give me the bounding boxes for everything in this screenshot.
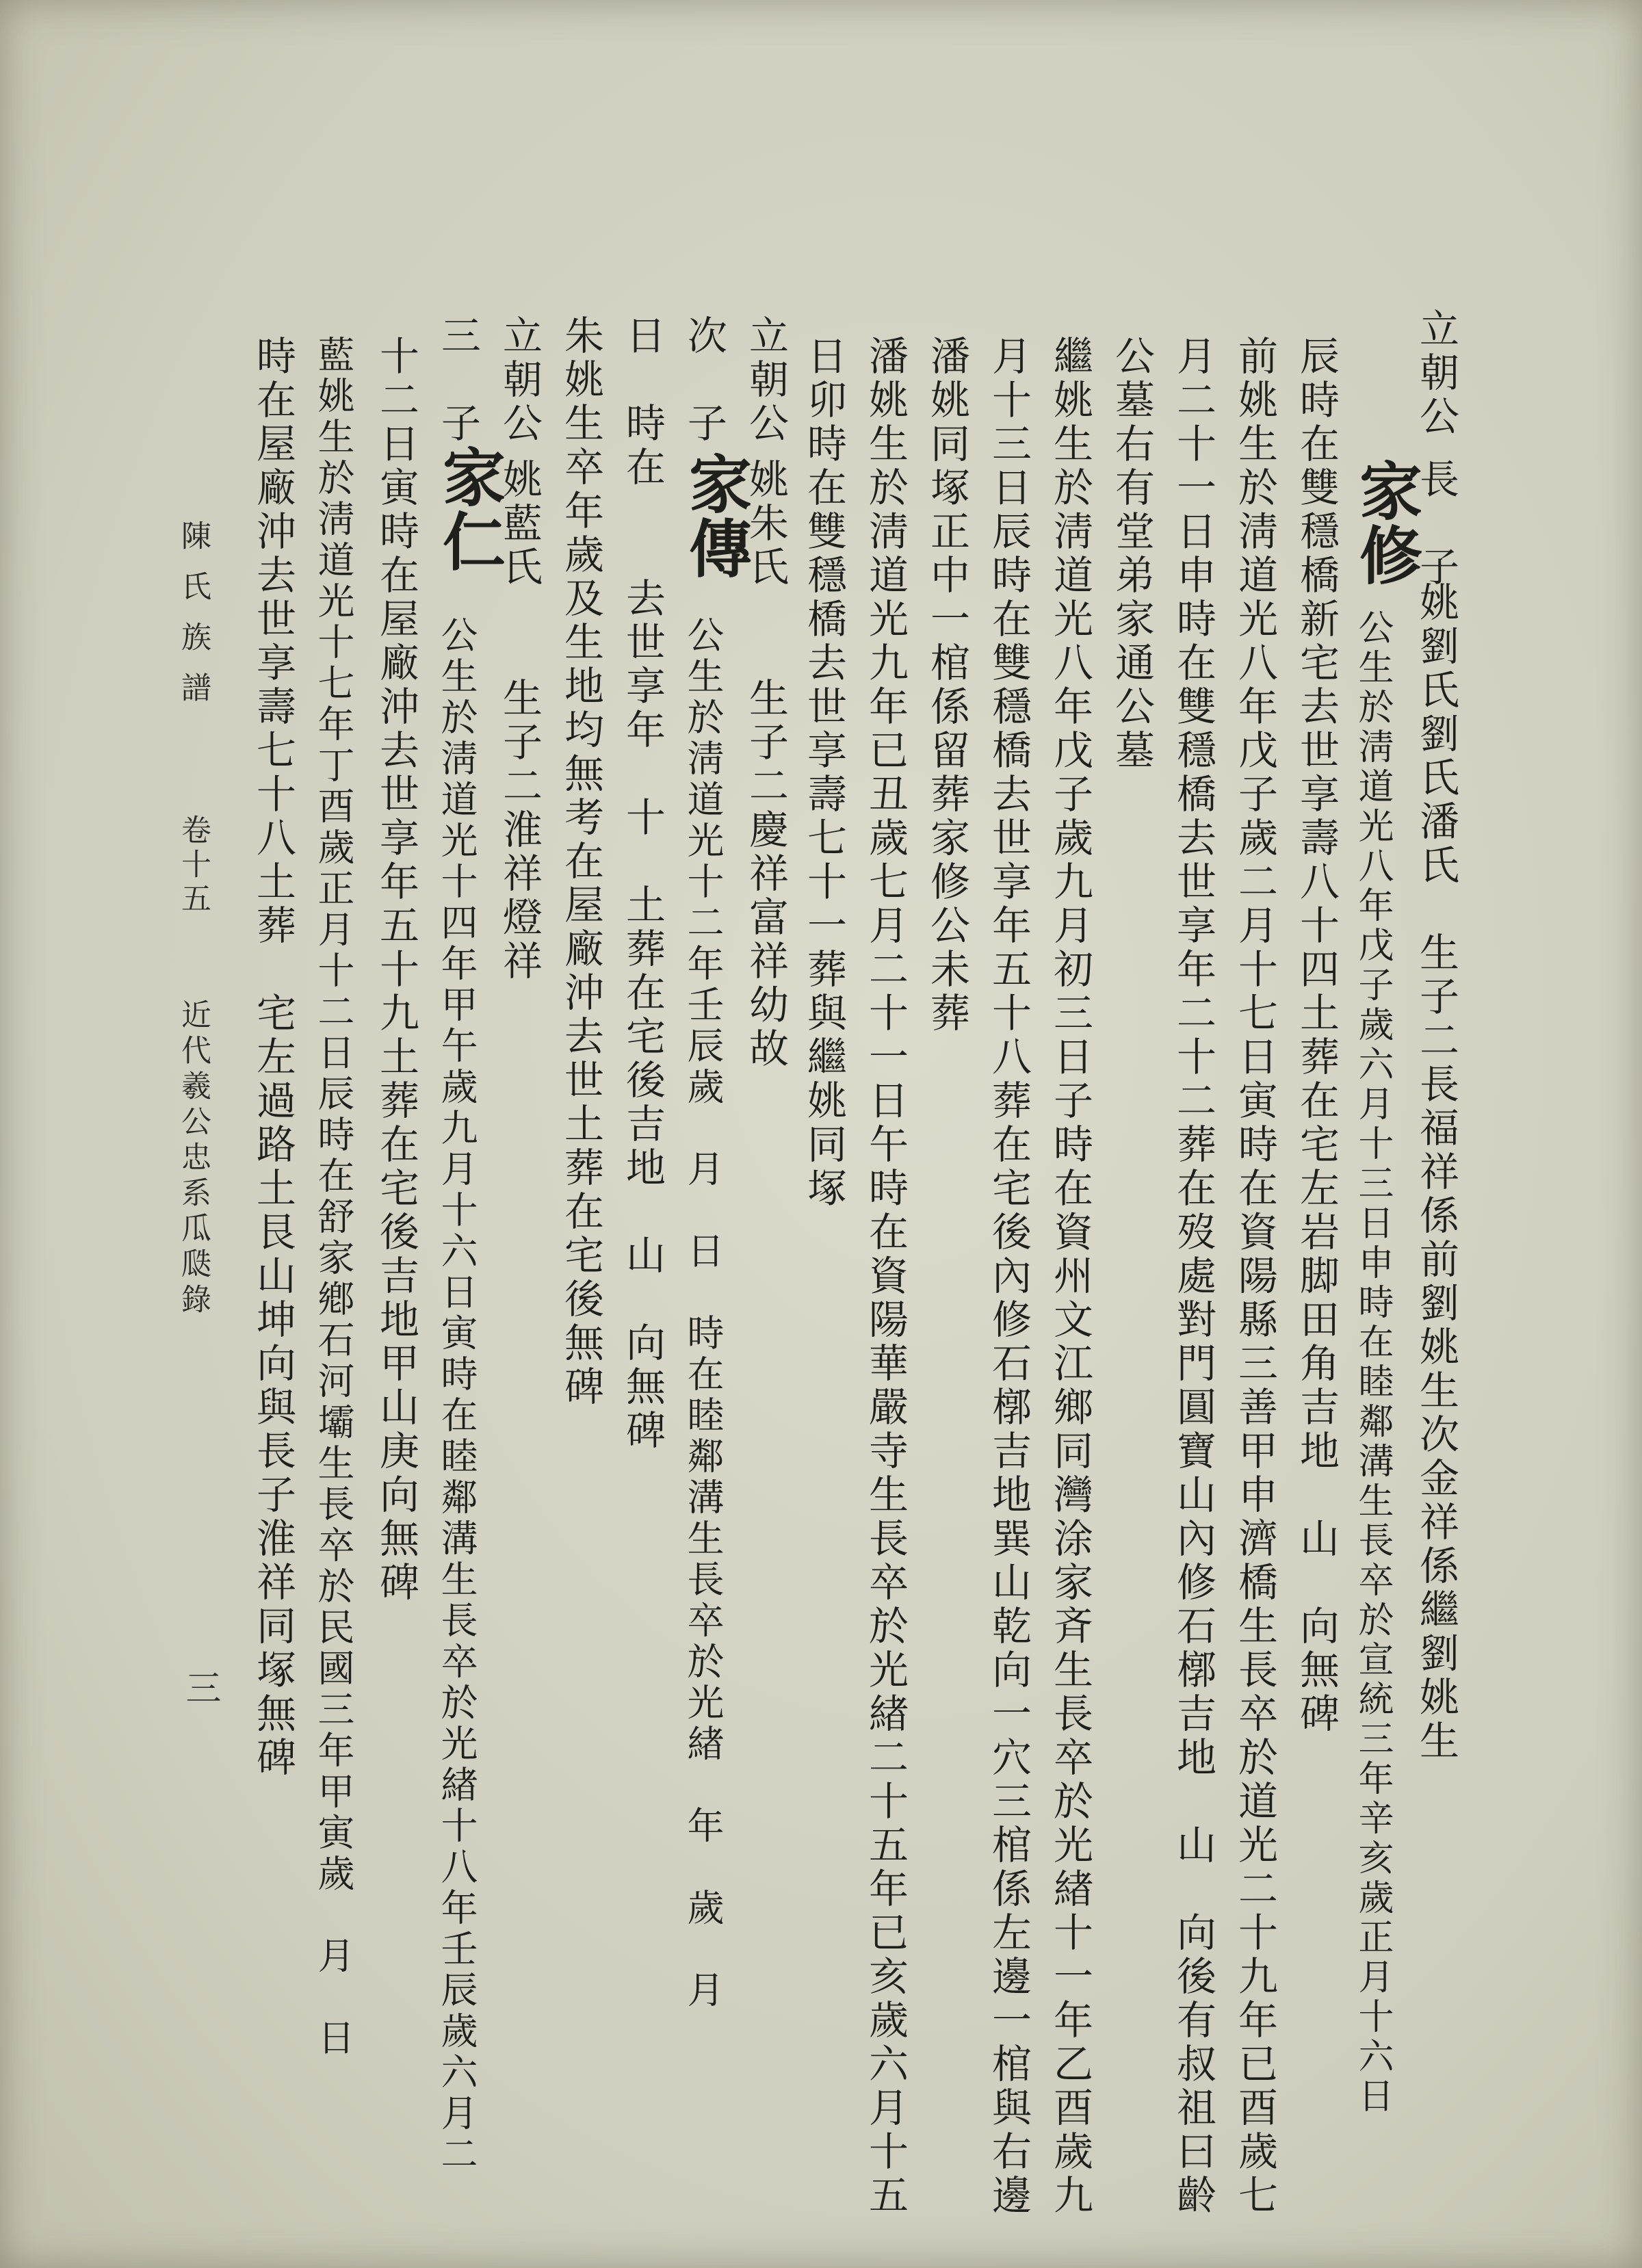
text-column: 公生於淸道光十四年甲午歲九月十六日寅時在睦鄰溝生長卒於光緖十八年壬辰歲六月二 [435,616,478,2176]
father-label: 立朝公 [1413,308,1459,439]
person-name: 家仁 [432,445,506,573]
text-column: 潘姚生於淸道光九年已丑歲七月二十一日午時在資陽華嚴寺生長卒於光緖二十五年已亥歲六月十五 [862,335,909,2218]
father-label: 立朝公 [496,315,543,446]
text-column: 月二十一日申時在雙穩橋去世享年二十二葬在歿處對門圓寶山內修石槨吉地 山 向後有叔祖曰齡 [1170,335,1216,2218]
text-column: 月十三日辰時在雙穩橋去世享年五十八葬在宅後內修石槨吉地巽山乾向一穴三棺係左邊一棺與右邊 [985,335,1032,2218]
text-column: 潘姚同塚正中一棺係留葬家修公未葬 [924,335,970,1036]
father-label: 立朝公 [742,315,789,446]
person-name: 家傳 [679,452,753,580]
text-column: 朱姚生卒年歲及生地均無考在屋廠沖去世土葬在宅後無碑 [558,315,604,1409]
section-title: 近代羲公忠系瓜瓞錄 [176,999,211,1319]
book-title: 陳氏族譜 [176,520,211,722]
text-column: 十二日寅時在屋廠沖去世享年五十九土葬在宅後吉地甲山庚向無碑 [373,335,419,1605]
son-order-label: 次 子 [681,315,727,446]
volume-label: 卷十五 [176,814,211,917]
son-order-label: 長 子 [1413,458,1459,590]
text-column: 繼姚生於淸道光八年戊子歲九月初三日子時在資州文江鄉同灣涂家斉生長卒於光緖十一年乙酉歲九 [1047,335,1093,2218]
text-column: 時在屋廠沖去世享壽七十八土葬 宅左過路土艮山坤向與長子淮祥同塚無碑 [250,335,296,1780]
page-number: 三 [179,1669,220,1705]
person-name: 家修 [1349,458,1423,587]
text-column: 日卯時在雙穩橋去世享壽七十一葬與繼姚同塚 [800,335,847,1211]
son-order-label: 三 子 [434,315,481,446]
text-column: 公生於淸道光八年戊子歲六月十三日申時在睦鄰溝生長卒於宣統三年辛亥歲正月十六日 [1352,609,1393,2117]
text-column: 公墓右有堂弟家通公墓 [1108,335,1155,773]
text-column: 公生於淸道光十二年壬辰歲 月 日 時在睦鄰溝生長卒於光緖 年 歲 月 [681,616,725,2011]
text-column: 日 時在 去世享年 十 土葬在宅後吉地 山 向無碑 [619,315,666,1453]
text-column: 姚劉氏劉氏潘氏 生子二長福祥係前劉姚生次金祥係繼劉姚生 [1413,582,1459,1764]
text-column: 前姚生於淸道光八年戊子歲二月十七日寅時在資陽縣三善甲申濟橋生長卒於道光二十九年已酉歲七 [1232,335,1278,2218]
text-block [205,287,1464,2218]
text-column: 姚藍氏 生子二淮祥燈祥 [496,458,543,984]
text-column: 姚朱氏 生子二慶祥富祥幼故 [742,458,789,1071]
text-column: 藍姚生於淸道光十七年丁酉歲正月十二日辰時在舒家鄕石河壩生長卒於民國三年甲寅歲 月 日 [312,335,355,2059]
text-column: 辰時在雙穩橋新宅去世享壽八十四土葬在宅左岩脚田角吉地 山 向無碑 [1293,335,1340,1736]
